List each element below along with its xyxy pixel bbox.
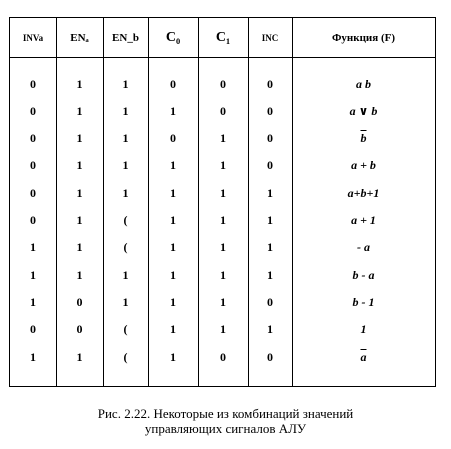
- cell-enb-text: (: [123, 349, 128, 364]
- cell-ena-text: 1: [76, 76, 83, 91]
- cell-c0-text: 1: [170, 240, 176, 255]
- cell-c0: [148, 344, 198, 370]
- cell-ena-text: 0: [76, 294, 83, 309]
- cell-enb-text: 1: [122, 131, 129, 146]
- caption-line-1: Рис. 2.22. Некоторые из комбинаций значений: [97, 406, 354, 421]
- alu-control-table: [9, 17, 436, 387]
- cell-c1-text: 1: [220, 294, 226, 309]
- cell-func-text: $\overline{b}$: [360, 131, 367, 146]
- cell-ena-text: 0: [76, 322, 83, 337]
- cell-enb-text: (: [123, 213, 128, 227]
- cell-enb-text: 1: [122, 158, 129, 173]
- cell-c1: [198, 180, 248, 206]
- cell-inc-text: 0: [267, 76, 273, 91]
- cell-inc-text: 1: [267, 322, 273, 337]
- cell-inva: [10, 153, 56, 179]
- cell-func: [292, 262, 435, 288]
- cell-c1-text: 1: [220, 185, 226, 200]
- cell-inva-text: 1: [30, 240, 36, 255]
- header-inva: INVa: [22, 33, 44, 43]
- cell-ena-text: 1: [76, 158, 83, 173]
- figure-caption: [0, 406, 451, 436]
- cell-inc: [248, 289, 292, 315]
- cell-ena: [56, 344, 103, 370]
- cell-inva: [10, 98, 56, 124]
- cell-enb: [103, 317, 148, 343]
- cell-enb: [103, 71, 148, 97]
- cell-ena: [56, 208, 103, 234]
- cell-inva-text: 0: [30, 103, 36, 118]
- cell-func: [292, 153, 435, 179]
- cell-ena: [56, 262, 103, 288]
- cell-ena: [56, 317, 103, 343]
- cell-inc: [248, 153, 292, 179]
- cell-ena: [56, 180, 103, 206]
- cell-inc: [248, 208, 292, 234]
- cell-enb-text: 1: [122, 294, 129, 309]
- cell-c1-text: 1: [220, 131, 226, 146]
- cell-c1-text: 1: [220, 322, 226, 337]
- cell-enb-text: 1: [122, 103, 129, 118]
- cell-c0-text: 1: [170, 349, 176, 364]
- cell-func-text: a ∨ b: [349, 103, 378, 118]
- cell-inva-text: 1: [30, 294, 36, 309]
- cell-func-text: a b: [356, 76, 371, 91]
- cell-inva: [10, 344, 56, 370]
- cell-enb: [103, 153, 148, 179]
- cell-c1: [198, 317, 248, 343]
- cell-func: [292, 180, 435, 206]
- cell-c1-text: 1: [220, 240, 226, 255]
- cell-enb: [103, 235, 148, 261]
- cell-enb-text: 1: [122, 185, 129, 200]
- cell-c0: [148, 180, 198, 206]
- cell-c0: [148, 235, 198, 261]
- cell-ena-text: 1: [76, 349, 83, 364]
- cell-inc-text: 1: [267, 240, 273, 255]
- cell-inc-text: 1: [267, 213, 273, 227]
- cell-ena-text: 1: [76, 131, 83, 146]
- cell-func-text: $\overline{a}$: [360, 349, 367, 364]
- cell-enb-text: (: [123, 240, 128, 255]
- cell-c1: [198, 235, 248, 261]
- table-header-row: [10, 18, 435, 58]
- cell-inc-text: 0: [267, 131, 273, 146]
- cell-func-text: a + 1: [351, 213, 376, 227]
- cell-inc-text: 0: [267, 349, 273, 364]
- cell-c0-text: 1: [170, 267, 176, 282]
- cell-ena-text: 1: [76, 267, 83, 282]
- cell-inva-text: 0: [30, 76, 36, 91]
- cell-c1-text: 1: [220, 158, 226, 173]
- cell-inc: [248, 262, 292, 288]
- cell-func: [292, 289, 435, 315]
- cell-inva-text: 0: [30, 213, 36, 227]
- cell-ena-text: 1: [76, 185, 83, 200]
- cell-func-text: b - a: [352, 267, 375, 282]
- cell-c1-text: 0: [220, 349, 226, 364]
- cell-func: [292, 208, 435, 234]
- cell-inva: [10, 126, 56, 152]
- cell-func-text: 1: [360, 322, 367, 337]
- cell-c0: [148, 208, 198, 234]
- header-function: Функция (F): [331, 32, 396, 44]
- cell-func-text: a+b+1: [347, 185, 380, 200]
- cell-inc: [248, 344, 292, 370]
- cell-inva-text: 0: [30, 131, 36, 146]
- cell-inc-text: 1: [267, 267, 273, 282]
- cell-ena-text: 1: [76, 213, 83, 227]
- cell-inc-text: 0: [267, 158, 273, 173]
- cell-c0: [148, 126, 198, 152]
- cell-inva-text: 0: [30, 322, 36, 337]
- cell-enb: [103, 289, 148, 315]
- caption-line-2: управляющих сигналов АЛУ: [144, 421, 307, 436]
- cell-inc: [248, 317, 292, 343]
- cell-c1: [198, 262, 248, 288]
- cell-enb: [103, 126, 148, 152]
- cell-c1-text: 0: [220, 76, 226, 91]
- cell-inva-text: 0: [30, 185, 36, 200]
- cell-c1-text: 0: [220, 103, 226, 118]
- cell-ena: [56, 71, 103, 97]
- cell-c0-text: 1: [170, 185, 176, 200]
- header-c0: C₀: [165, 30, 181, 45]
- cell-c0-text: 1: [170, 322, 176, 337]
- cell-enb: [103, 262, 148, 288]
- cell-enb-text: 1: [122, 267, 129, 282]
- cell-ena-text: 1: [76, 103, 83, 118]
- cell-c1: [198, 153, 248, 179]
- cell-c0: [148, 317, 198, 343]
- cell-func: [292, 317, 435, 343]
- cell-inva: [10, 289, 56, 315]
- cell-inva-text: 0: [30, 158, 36, 173]
- cell-inva: [10, 262, 56, 288]
- cell-c0: [148, 289, 198, 315]
- header-c1: C₁: [215, 30, 231, 45]
- cell-c0: [148, 71, 198, 97]
- cell-inc: [248, 71, 292, 97]
- cell-inc-text: 0: [267, 103, 273, 118]
- cell-inc: [248, 126, 292, 152]
- cell-inc: [248, 235, 292, 261]
- cell-inc: [248, 180, 292, 206]
- cell-inva: [10, 71, 56, 97]
- cell-c1-text: 1: [220, 213, 226, 227]
- cell-enb-text: 1: [122, 76, 129, 91]
- cell-ena: [56, 153, 103, 179]
- header-enb: EN_b: [112, 32, 139, 44]
- cell-func-text: - a: [357, 240, 370, 255]
- cell-c1: [198, 344, 248, 370]
- cell-c1: [198, 208, 248, 234]
- cell-c0-text: 1: [170, 294, 176, 309]
- cell-inva-text: 1: [30, 267, 36, 282]
- cell-func: [292, 98, 435, 124]
- cell-enb: [103, 208, 148, 234]
- cell-c0-text: 1: [170, 213, 176, 227]
- cell-func-text: b - 1: [352, 294, 375, 309]
- cell-inc-text: 1: [267, 185, 273, 200]
- cell-func-text: a + b: [351, 158, 376, 173]
- cell-c0-text: 0: [170, 131, 176, 146]
- cell-c1: [198, 71, 248, 97]
- header-ena: ENₐ: [70, 32, 89, 44]
- cell-ena-text: 1: [76, 240, 83, 255]
- cell-c1-text: 1: [220, 267, 226, 282]
- cell-enb: [103, 344, 148, 370]
- cell-inc-text: 0: [267, 294, 273, 309]
- cell-enb: [103, 180, 148, 206]
- cell-c0: [148, 153, 198, 179]
- cell-inva: [10, 208, 56, 234]
- cell-c1: [198, 126, 248, 152]
- cell-func: [292, 71, 435, 97]
- cell-c1: [198, 98, 248, 124]
- cell-inva-text: 1: [30, 349, 36, 364]
- cell-c1: [198, 289, 248, 315]
- cell-inva: [10, 235, 56, 261]
- cell-c0-text: 1: [170, 158, 176, 173]
- cell-c0-text: 1: [170, 103, 176, 118]
- cell-enb-text: (: [123, 322, 128, 337]
- cell-func: [292, 126, 435, 152]
- header-inc: INC: [261, 33, 279, 43]
- cell-func: [292, 235, 435, 261]
- cell-c0: [148, 98, 198, 124]
- cell-inva: [10, 317, 56, 343]
- cell-ena: [56, 126, 103, 152]
- cell-inc: [248, 98, 292, 124]
- cell-c0: [148, 262, 198, 288]
- cell-enb: [103, 98, 148, 124]
- cell-inva: [10, 180, 56, 206]
- cell-ena: [56, 235, 103, 261]
- cell-func: [292, 344, 435, 370]
- cell-ena: [56, 289, 103, 315]
- cell-ena: [56, 98, 103, 124]
- cell-c0-text: 0: [170, 76, 176, 91]
